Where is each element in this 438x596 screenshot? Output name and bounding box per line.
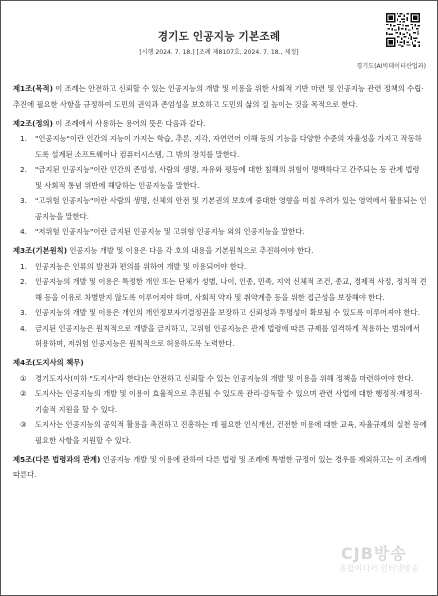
item-text: 인공지능은 인류의 발전과 편의를 위하여 개발 및 이용되어야 한다. (35, 261, 247, 271)
article-heading: 제5조(다른 법령과의 관계) (13, 454, 101, 464)
item-number: ② (20, 389, 27, 399)
article-paragraph (13, 81, 427, 112)
watermark-tagline: 종합미디어 인터넷방송 (339, 564, 419, 573)
article-item (20, 417, 427, 448)
article-item (20, 224, 427, 240)
item-text: "저위험 인공지능"이란 금지된 인공지능 및 고위험 인공지능 외의 인공지능을 말한다. (35, 227, 305, 237)
item-number: 1. (20, 261, 27, 271)
article-heading: 제3조(기본원칙) (13, 246, 68, 256)
item-number: ③ (20, 420, 27, 430)
article-text: 이 조례에서 사용하는 용어의 뜻은 다음과 같다. (52, 118, 206, 128)
item-text: "인공지능"이란 인간의 지능이 가지는 학습, 추론, 지각, 자연언어 이해 등의 기능을 다양한 수준의 자율성을 가지고 작동하도록 설계된 소프트웨어나 컴퓨터시스템, 그 밖의 장치를 말한다. (35, 134, 422, 159)
article-item (20, 131, 427, 162)
watermark-brand: CJB방송 (341, 544, 407, 563)
article-text: 인공지능 개발 및 이용에 관하여 다른 법령 및 조례에 특별한 규정이 있는 경우를 제외하고는 이 조례에 따른다. (13, 454, 427, 480)
item-number: 4. (20, 227, 27, 237)
document-body (13, 81, 427, 486)
article-heading: 제1조(목적) (13, 84, 53, 93)
article (13, 243, 427, 352)
article-item (20, 162, 427, 193)
item-number: 4. (20, 323, 27, 333)
item-text: 인공지능의 개발 및 이용은 개인의 개인정보자기결정권을 보장하고 신뢰성과 투명성이 확보될 수 있도록 이루어져야 한다. (35, 308, 420, 318)
department-label: 경기도(AI빅데이터산업과) (356, 63, 426, 70)
document-enforcement-info: [시행 2024. 7. 18.] [조례 제8107호, 2024. 7. 18., 제정] (139, 49, 299, 56)
article-heading: 제2조(정의) (13, 118, 53, 128)
article-paragraph (13, 452, 427, 483)
item-text: 금지된 인공지능은 원칙적으로 개발을 금지하고, 고위험 인공지능은 관계 법령에 따른 규제를 엄격하게 적용하는 범위에서 허용하며, 저위험 인공지능은 원칙적으로 허용하도록 노력한다. (35, 323, 420, 349)
item-number: 1. (20, 134, 27, 144)
article-paragraph (13, 116, 427, 132)
article-item (20, 371, 427, 387)
item-text: 인공지능의 개발 및 이용은 특정한 개인 또는 단체가 성별, 나이, 인종, 민족, 지역 신체적 조건, 종교, 경제적 사정, 정치적 견해 등을 이유로 차별받지 않도록 이루어져야 하며, 사회적 약자 및 취약계층 등을 위한 접근성을 보장해야 한다. (35, 277, 427, 302)
article-paragraph (13, 355, 427, 371)
item-text: 도지사는 인공지능의 공익적 활용을 촉진하고 진흥하는 데 필요한 인식개선, 건전한 이용에 대한 교육, 자율규제의 실천 등에 필요한 사항을 지원할 수 있다. (35, 420, 427, 445)
article-item (20, 386, 427, 417)
article-item (20, 193, 427, 224)
article-text: 이 조례는 안전하고 신뢰할 수 있는 인공지능의 개발 및 이용을 위한 사회적 기반 마련 및 인공지능 관련 정책의 수립·추진에 필요한 사항을 규정하여 도민의 권익과 존엄성을 보호하고 도민의 삶의 질 높이는 것을 목적으로 한다. (13, 84, 424, 109)
article (13, 116, 427, 240)
item-text: "고위험 인공지능"이란 사람의 생명, 신체의 안전 및 기본권의 보호에 중대한 영향을 미칠 우려가 있는 영역에서 활용되는 인공지능을 말한다. (35, 196, 427, 221)
article-item (20, 321, 427, 352)
watermark (339, 544, 427, 585)
item-number: 3. (20, 308, 27, 318)
article-text: 인공지능 개발 및 이용은 다음 각 호의 내용을 기본원칙으로 추진하여야 한다. (67, 246, 314, 256)
item-text: 경기도지사(이하 "도지사"라 한다)는 안전하고 신뢰할 수 있는 인공지능의 개발 및 이용을 위해 정책을 마련하여야 한다. (35, 373, 414, 383)
article-heading: 제4조(도지사의 책무) (13, 358, 84, 368)
article-item (20, 305, 427, 321)
item-text: 도지사는 인공지능의 개발 및 이용이 효율적으로 추진될 수 있도록 관리·감독할 수 있으며 관련 사업에 대한 행정적·재정적·기술적 지원을 할 수 있다. (35, 389, 423, 414)
article-item (20, 274, 427, 305)
article (13, 81, 427, 112)
item-text: "금지된 인공지능"이란 인간의 존엄성, 사람의 생명, 자유와 평등에 대한 침해의 위험이 명백하다고 간주되는 등 관계 법령 및 사회적 통념 위반에 해당하는 인공지능을 말한다. (35, 165, 420, 190)
item-number: ① (20, 373, 27, 383)
article-item (20, 259, 427, 275)
article (13, 452, 427, 483)
item-number: 2. (20, 277, 27, 287)
document-title: 경기도 인공지능 기본조례 (157, 31, 281, 43)
item-number: 2. (20, 165, 27, 175)
item-number: 3. (20, 196, 27, 206)
article-paragraph (13, 243, 427, 259)
article (13, 355, 427, 448)
